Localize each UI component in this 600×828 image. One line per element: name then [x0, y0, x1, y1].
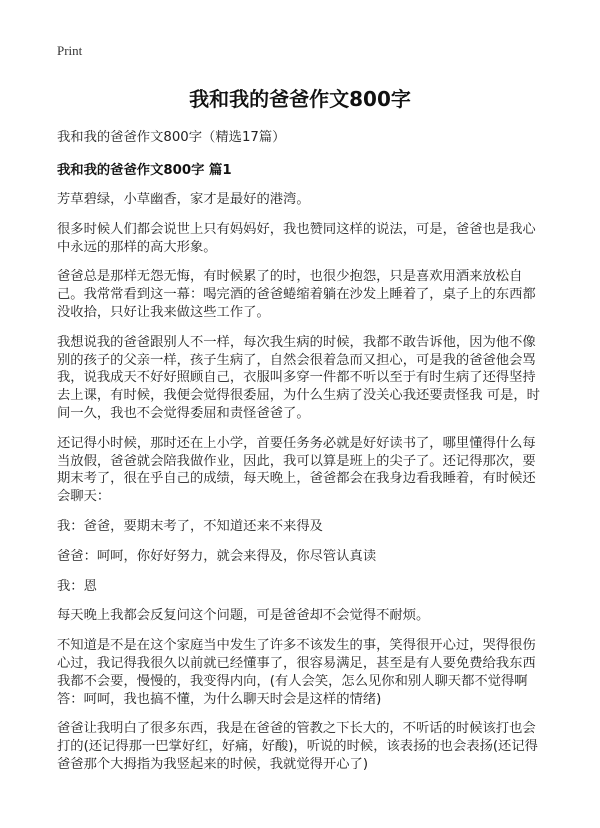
page-title: 我和我的爸爸作文800字	[189, 87, 411, 111]
paragraph: 芳草碧绿，小草幽香，家才是最好的港湾。	[57, 192, 310, 207]
paragraph: 每天晚上我都会反复问这个问题，可是爸爸却不会觉得不耐烦。	[57, 608, 430, 624]
paragraph: 爸爸：呵呵，你好好努力，就会来得及，你尽管认真读	[57, 548, 377, 564]
paragraph: 不知道是不是在这个家庭当中发生了许多不该发生的事，笑得很开心过，哭得很伤心过，我记得我很久以前就已经懂事了，很容易满足，甚至是有人要免费给我东西我都不会要，慢慢的，我变得内向，(有人会笑，怎么见你和别人聊天都不觉得啊答：呵呵，我也搞不懂，为什么聊天时会是这样的情绪)	[57, 638, 536, 707]
paragraph: 还记得小时候，那时还在上小学，首要任务务必就是好好读书了，哪里懂得什么每当放假，爸爸就会陪我做作业，因此，我可以算是班上的尖子了。还记得那次，要期末考了，很在乎自己的成绩，每天晚上，爸爸都会在我身边看我睡着，有时候还会聊天：	[57, 435, 536, 505]
paragraph: 我：恩	[57, 578, 97, 594]
print-link[interactable]: Print	[57, 43, 83, 58]
article-body	[57, 191, 543, 774]
paragraph: 爸爸总是那样无怨无悔，有时候累了的时，也很少抱怨，只是喜欢用酒来放松自己。我常常看到这一幕：喝完酒的爸爸蜷缩着躺在沙发上睡着了，桌子上的东西都没收拾，只好让我来做这些工作了。	[57, 269, 536, 320]
paragraph: 爸爸让我明白了很多东西，我是在爸爸的管教之下长大的，不听话的时候该打也会打的(还记得那一巴掌好红，好痛，好酸)，听说的时候，该表扬的也会表扬(还记得爸爸那个大拇指为我竖起来的时候，我就觉得开心了)	[57, 721, 538, 772]
paragraph: 我：爸爸，要期末考了，不知道还来不来得及	[57, 518, 323, 534]
section-heading: 我和我的爸爸作文800字 篇1	[57, 163, 232, 178]
paragraph: 我想说我的爸爸跟别人不一样，每次我生病的时候，我都不敢告诉他，因为他不像别的孩子的父亲一样，孩子生病了，自然会很着急而又担心，可是我的爸爸他会骂我，说我成天不好好照顾自己，衣服叫多穿一件都不听以至于有时生病了还得坚持去上课，有时候，我便会觉得很委屈，为什么生病了没关心我还要责怪我 可是，时间一久，我也不会觉得委屈和责怪爸爸了。	[57, 334, 540, 421]
paragraph: 很多时候人们都会说世上只有妈妈好，我也赞同这样的说法，可是，爸爸也是我心中永远的那样的高大形象。	[57, 221, 536, 255]
document-subtitle: 我和我的爸爸作文800字（精选17篇）	[57, 130, 286, 145]
